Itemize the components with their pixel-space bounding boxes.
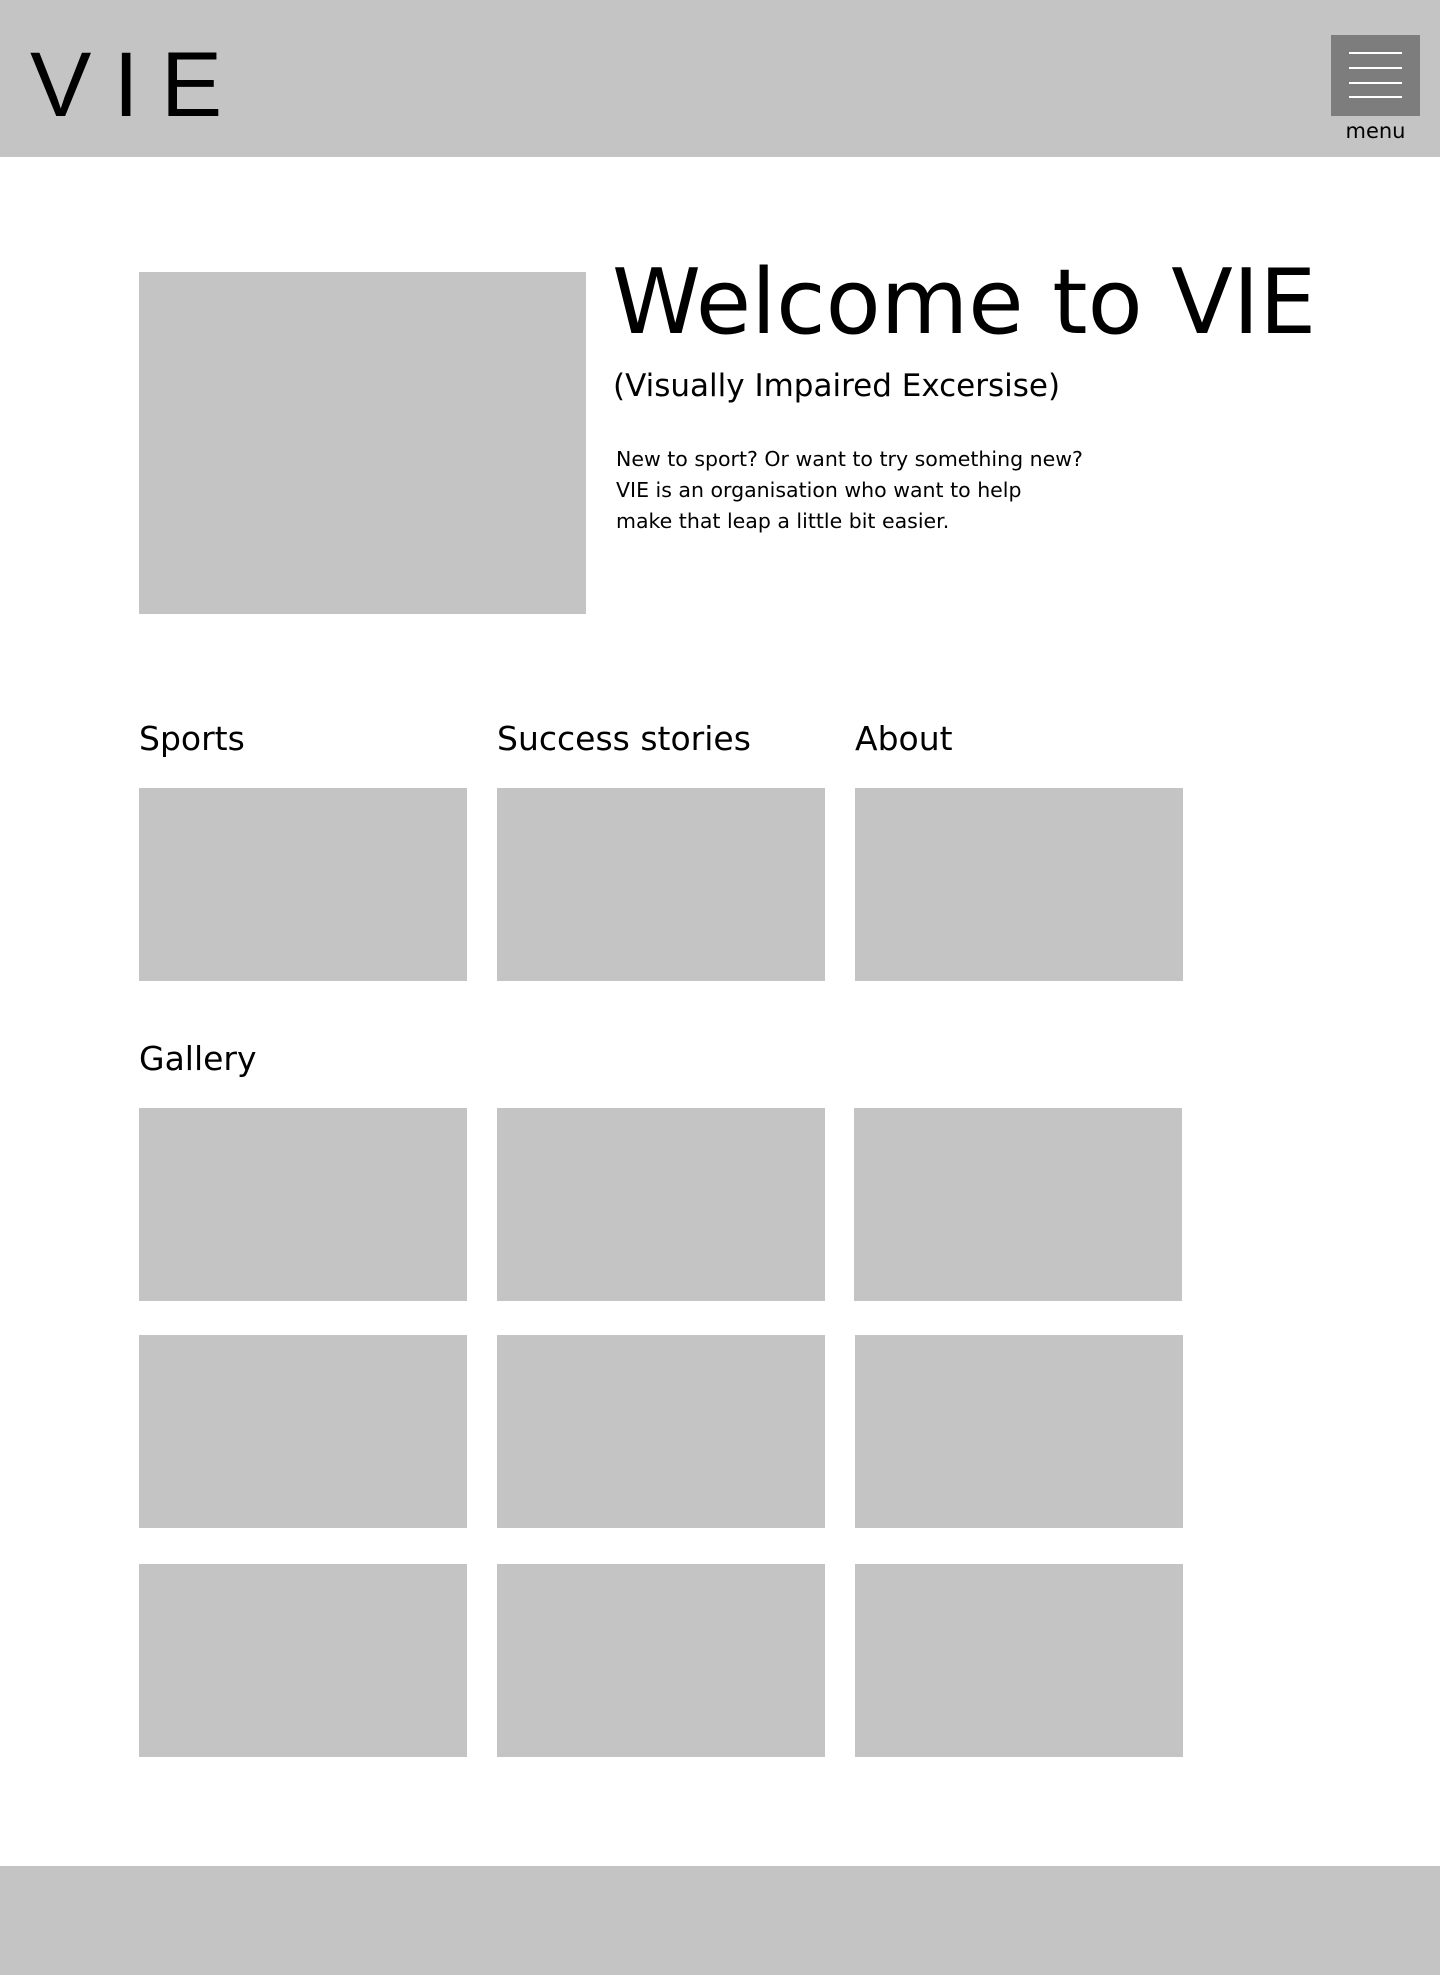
menu-label[interactable]: menu xyxy=(1345,119,1406,143)
hero-description-line: New to sport? Or want to try something new? xyxy=(616,447,1083,471)
site-footer xyxy=(0,1866,1440,1975)
gallery-image[interactable] xyxy=(139,1564,467,1757)
hero-description xyxy=(616,444,1136,537)
gallery-image[interactable] xyxy=(854,1108,1182,1301)
menu-icon-line xyxy=(1349,96,1402,98)
about-card-image[interactable] xyxy=(855,788,1183,981)
gallery-image[interactable] xyxy=(497,1564,825,1757)
hero-title: Welcome to VIE xyxy=(612,250,1317,355)
gallery-heading: Gallery xyxy=(139,1039,257,1078)
site-logo[interactable]: VIE xyxy=(30,34,245,136)
hero-image-placeholder xyxy=(139,272,586,614)
menu-button[interactable] xyxy=(1331,35,1420,116)
hero-description-line: VIE is an organisation who want to help xyxy=(616,478,1022,502)
success-stories-card-image[interactable] xyxy=(497,788,825,981)
menu-icon-line xyxy=(1349,52,1402,54)
gallery-image[interactable] xyxy=(497,1335,825,1528)
about-heading[interactable]: About xyxy=(855,719,953,758)
menu-icon-line xyxy=(1349,67,1402,69)
site-header xyxy=(0,0,1440,157)
success-stories-heading[interactable]: Success stories xyxy=(497,719,751,758)
gallery-image[interactable] xyxy=(855,1564,1183,1757)
sports-heading[interactable]: Sports xyxy=(139,719,245,758)
gallery-image[interactable] xyxy=(855,1335,1183,1528)
gallery-image[interactable] xyxy=(497,1108,825,1301)
hero-subtitle: (Visually Impaired Excersise) xyxy=(613,368,1061,404)
gallery-image[interactable] xyxy=(139,1335,467,1528)
gallery-image[interactable] xyxy=(139,1108,467,1301)
menu-icon-line xyxy=(1349,82,1402,84)
hero-description-line: make that leap a little bit easier. xyxy=(616,509,950,533)
sports-card-image[interactable] xyxy=(139,788,467,981)
